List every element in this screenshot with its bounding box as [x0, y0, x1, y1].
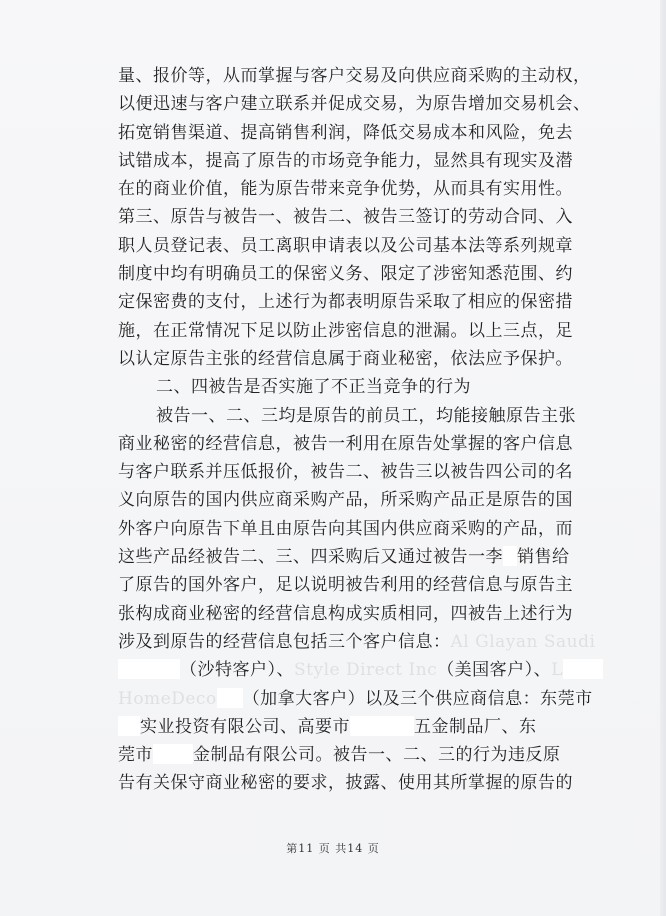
section-heading: 二、四被告是否实施了不正当竞争的行为 — [156, 377, 471, 398]
text-line: 以认定原告主张的经营信息属于商业秘密，依法应予保护。 — [118, 348, 573, 369]
text-line — [118, 685, 593, 713]
partially-redacted-text: Style Direct Inc — [294, 660, 438, 681]
text-line: 施，在正常情况下足以防止涉密信息的泄漏。以上三点，足 — [118, 320, 573, 341]
text-segment: 五金制品厂、东 — [414, 716, 537, 737]
redaction-mark — [217, 688, 243, 708]
text-line — [118, 628, 596, 656]
text-line: 被告一、二、三均是原告的前员工，均能接触原告主张 — [156, 405, 576, 426]
text-line: 制度中均有明确员工的保密义务、限定了涉密知悉范围、约 — [118, 264, 573, 285]
text-line: 量、报价等，从而掌握与客户交易及向供应商采购的主动权， — [118, 66, 591, 86]
partially-redacted-text: Al Glayan Saudi — [450, 631, 596, 652]
text-segment: （沙特客户）、 — [180, 660, 294, 681]
text-line: 试错成本，提高了原告的市场竞争能力，显然具有现实及潜 — [118, 150, 573, 171]
text-line — [118, 656, 588, 684]
text-segment: （美国客户）、 — [437, 660, 552, 681]
text-line: 第三、原告与被告一、被告二、被告三签订的劳动合同、入 — [118, 207, 573, 228]
redaction-mark — [503, 546, 517, 566]
text-line — [118, 713, 588, 741]
text-segment: 销售给 — [517, 547, 570, 568]
document-body — [118, 62, 596, 798]
redaction-mark — [118, 659, 180, 679]
text-line: 了原告的国外客户，足以说明被告利用的经营信息与原告主 — [118, 575, 573, 596]
text-segment: 涉及到原告的经营信息包括三个客户信息： — [118, 631, 451, 652]
text-line: 张构成商业秘密的经营信息构成实质相同，四被告上述行为 — [118, 603, 573, 624]
redaction-mark — [563, 659, 603, 679]
redaction-mark — [118, 716, 140, 736]
text-segment: 这些产品经被告二、三、四采购后又通过被告一李 — [118, 547, 503, 568]
text-line — [118, 741, 588, 769]
text-line: 以便迅速与客户建立联系并促成交易，为原告增加交易机会、 — [118, 94, 591, 115]
page-number: 第11 页 共14 页 — [286, 842, 380, 855]
text-line: 职人员登记表、员工离职申请表以及公司基本法等系列规章 — [118, 235, 573, 256]
text-line: 外客户向原告下单且由原告向其国内供应商采购的产品，而 — [118, 518, 573, 539]
text-line: 义向原告的国内供应商采购产品，所采购产品正是原告的国 — [118, 490, 573, 511]
page-edge — [660, 0, 666, 916]
partially-redacted-text: HomeDeco — [118, 688, 217, 709]
text-line — [118, 543, 588, 571]
text-line: 商业秘密的经营信息，被告一利用在原告处掌握的客户信息 — [118, 433, 573, 454]
text-line: 拓宽销售渠道、提高销售利润，降低交易成本和风险，免去 — [118, 122, 573, 143]
text-segment: 莞市 — [118, 745, 153, 766]
text-segment: 金制品有限公司。被告一、二、三的行为违反原 — [193, 745, 561, 766]
text-line: 在的商业价值，能为原告带来竞争优势，从而具有实用性。 — [118, 179, 573, 200]
redaction-mark — [350, 716, 414, 736]
partially-redacted-text: L — [551, 660, 563, 681]
text-segment: 实业投资有限公司、高要市 — [140, 716, 350, 737]
text-line: 告有关保守商业秘密的要求，披露、使用其所掌握的原告的 — [118, 773, 573, 794]
text-line: 与客户联系并压低报价，被告二、被告三以被告四公司的名 — [118, 462, 573, 483]
redaction-mark — [153, 744, 193, 764]
text-segment: （加拿大客户）以及三个供应商信息：东莞市 — [242, 688, 593, 709]
text-line: 定保密费的支付，上述行为都表明原告采取了相应的保密措 — [118, 292, 573, 313]
